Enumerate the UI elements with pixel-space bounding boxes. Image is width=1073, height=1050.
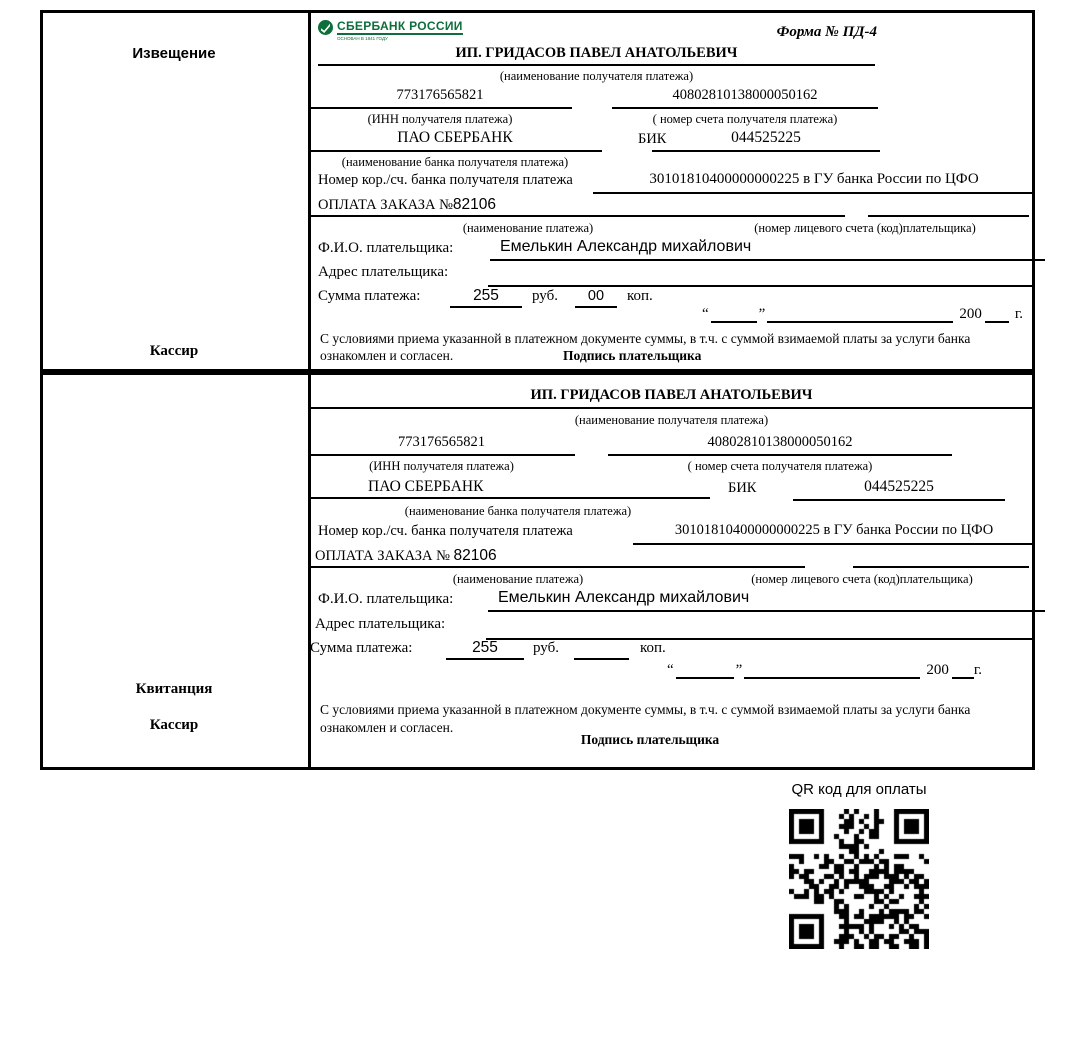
notice-payment-caption: (наименование платежа) <box>462 221 594 235</box>
receipt-order-number: 82106 <box>453 547 497 564</box>
notice-date-close-quote: ” <box>758 306 766 322</box>
receipt-account-value: 40802810138000050162 <box>608 434 952 456</box>
receipt-bik-label: БИК <box>728 480 757 496</box>
notice-date-open-quote: “ <box>702 306 709 322</box>
receipt-bank-caption: (наименование банка получателя платежа) <box>404 504 632 518</box>
receipt-cashier-label: Кассир <box>149 717 199 733</box>
receipt-year-suffix: г. <box>973 662 983 678</box>
receipt-inn-caption: (ИНН получателя платежа) <box>369 459 514 473</box>
receipt-payment-caption: (наименование платежа) <box>452 572 584 586</box>
notice-bik-value: 044525225 <box>652 129 880 152</box>
notice-payer-label: Ф.И.О. плательщика: <box>318 240 454 256</box>
receipt-bik-value: 044525225 <box>793 478 1005 501</box>
receipt-personal-acc-line <box>853 566 1029 568</box>
receipt-terms-line2: ознакомлен и согласен. <box>320 720 454 735</box>
notice-year-line <box>985 305 1009 323</box>
notice-bik-label: БИК <box>638 131 667 147</box>
notice-account-caption: ( номер счета получателя платежа) <box>652 112 838 126</box>
receipt-purpose <box>315 547 497 565</box>
receipt-sum-label: Сумма платежа: <box>310 640 413 656</box>
notice-sum-label: Сумма платежа: <box>318 288 421 304</box>
receipt-date-day-line <box>676 661 734 679</box>
receipt-column-divider <box>308 372 311 770</box>
receipt-rub-label: руб. <box>533 640 559 656</box>
receipt-terms-line1: С условиями приема указанной в платежном документе суммы, в т.ч. с суммой взимаемой платы за услуги банка <box>320 702 971 717</box>
receipt-inn-value: 773176565821 <box>308 434 575 456</box>
notice-address-label: Адрес плательщика: <box>318 264 449 280</box>
receipt-year-prefix: 200 <box>926 662 949 678</box>
receipt-signature-label: Подпись плательщика <box>580 732 720 747</box>
notice-purpose-prefix: ОПЛАТА ЗАКАЗА № <box>318 197 453 213</box>
notice-personal-acc-line <box>868 215 1029 217</box>
receipt-account-caption: ( номер счета получателя платежа) <box>687 459 873 473</box>
notice-purpose <box>318 196 496 214</box>
notice-rub-label: руб. <box>532 288 558 304</box>
receipt-date-close-quote: ” <box>735 662 743 678</box>
receipt-recipient-caption: (наименование получателя платежа) <box>574 413 769 427</box>
notice-inn-value: 773176565821 <box>308 87 572 109</box>
notice-bank-caption: (наименование банка получателя платежа) <box>341 155 569 169</box>
notice-signature-label: Подпись плательщика <box>563 348 702 363</box>
notice-inn-caption: (ИНН получателя платежа) <box>367 112 513 126</box>
notice-date-day-line <box>711 305 757 323</box>
notice-date-row <box>700 305 1026 323</box>
receipt-payer-label: Ф.И.О. плательщика: <box>318 591 454 607</box>
receipt-payer-name: Емелькин Александр михайлович <box>488 589 1045 612</box>
sberbank-logo-text: СБЕРБАНК РОССИИ <box>337 19 463 33</box>
receipt-amount-rub: 255 <box>446 639 524 660</box>
notice-terms-line2: ознакомлен и согласен. <box>320 348 454 363</box>
receipt-corr-value: 30101810400000000225 в ГУ банка России по ЦФО <box>633 522 1035 545</box>
receipt-personal-acc-caption: (номер лицевого счета (код)плательщика) <box>751 572 973 586</box>
receipt-bank-name: ПАО СБЕРБАНК <box>308 478 710 499</box>
receipt-address-label: Адрес плательщика: <box>315 616 446 632</box>
receipt-purpose-prefix: ОПЛАТА ЗАКАЗА № <box>315 548 454 564</box>
receipt-date-month-line <box>744 661 920 679</box>
receipt-kop-label: коп. <box>640 640 666 656</box>
notice-order-number: 82106 <box>452 196 497 213</box>
notice-year-suffix: г. <box>1014 306 1024 322</box>
notice-bank-name: ПАО СБЕРБАНК <box>308 129 602 152</box>
notice-purpose-underline <box>308 215 845 217</box>
notice-title: Извещение <box>132 45 216 62</box>
notice-cashier-label: Кассир <box>149 343 199 359</box>
receipt-date-open-quote: “ <box>667 662 674 678</box>
qr-code <box>789 809 929 949</box>
notice-corr-value: 30101810400000000225 в ГУ банка России по ЦФО <box>593 171 1035 194</box>
sberbank-logo-tagline: ОСНОВАН В 1841 ГОДУ <box>337 36 388 41</box>
notice-year-prefix: 200 <box>959 306 982 322</box>
notice-recipient-caption: (наименование получателя платежа) <box>499 69 694 83</box>
sberbank-logo-icon <box>318 20 333 35</box>
notice-payer-name: Емелькин Александр михайлович <box>490 238 1045 261</box>
qr-label: QR код для оплаты <box>791 781 927 798</box>
notice-amount-kop: 00 <box>575 288 617 308</box>
notice-date-month-line <box>767 305 953 323</box>
receipt-title: Квитанция <box>135 681 213 697</box>
receipt-date-row <box>665 661 985 679</box>
notice-amount-rub: 255 <box>450 287 522 308</box>
receipt-amount-kop <box>574 640 629 660</box>
form-number-title: Форма № ПД-4 <box>776 24 877 40</box>
notice-address-line <box>488 264 1035 287</box>
notice-personal-acc-caption: (номер лицевого счета (код)плательщика) <box>754 221 976 235</box>
notice-corr-label: Номер кор./сч. банка получателя платежа <box>318 172 573 188</box>
notice-column-divider <box>308 10 311 372</box>
receipt-year-line <box>952 661 974 679</box>
receipt-corr-label: Номер кор./сч. банка получателя платежа <box>318 523 573 539</box>
receipt-recipient-name: ИП. ГРИДАСОВ ПАВЕЛ АНАТОЛЬЕВИЧ <box>311 387 1032 409</box>
notice-terms-line1: С условиями приема указанной в платежном документе суммы, в т.ч. с суммой взимаемой платы за услуги банка <box>320 331 971 346</box>
notice-recipient-name: ИП. ГРИДАСОВ ПАВЕЛ АНАТОЛЬЕВИЧ <box>318 45 875 66</box>
sberbank-logo <box>318 20 463 41</box>
receipt-purpose-underline <box>308 566 805 568</box>
receipt-address-line <box>486 616 1035 640</box>
notice-kop-label: коп. <box>627 288 653 304</box>
notice-account-value: 40802810138000050162 <box>612 87 878 109</box>
